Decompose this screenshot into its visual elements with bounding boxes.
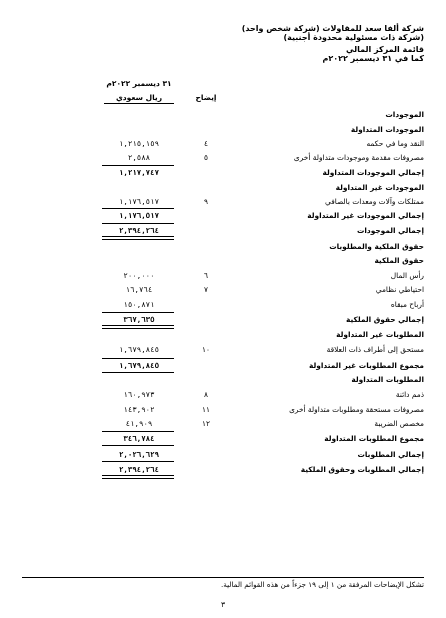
row-label: المطلوبات غير المتداولة <box>336 330 424 339</box>
subtotal-rule <box>102 445 174 446</box>
subtotal-rule <box>102 358 174 359</box>
row-note: ٤ <box>204 139 208 148</box>
row-amount: ٢,٥٨٨ <box>127 153 151 162</box>
row-label: مجموع المطلوبات غير المتداولة <box>309 361 424 370</box>
row-amount: ٢,٠٢٦,٦٢٩ <box>118 450 160 459</box>
company-type: (شركة ذات مسئولية محدودة أجنبية) <box>283 33 424 42</box>
statement-date: كما في ٣١ ديسمبر ٢٠٢٢م <box>322 54 424 63</box>
row-label: ذمم دائنة <box>395 390 424 399</box>
period-header: ٣١ ديسمبر ٢٠٢٢م <box>106 79 172 88</box>
row-note: ٩ <box>204 197 208 206</box>
page-number: ٣ <box>220 600 226 609</box>
row-label: المطلوبات المتداولة <box>351 375 424 384</box>
row-amount: ١,٢١٧,٧٤٧ <box>118 168 160 177</box>
row-note: ١٠ <box>202 345 210 354</box>
row-label: ممتلكات وآلات ومعدات بالصافي <box>325 197 424 206</box>
row-label: النقد وما في حكمه <box>366 139 424 148</box>
row-amount: ٢٠٠,٠٠٠ <box>123 271 155 280</box>
row-label: مجموع المطلوبات المتداولة <box>324 434 424 443</box>
row-amount: ١,٢١٥,١٥٩ <box>118 139 160 148</box>
row-label: إجمالي الموجودات غير المتداولة <box>307 211 424 220</box>
row-label: إجمالي المطلوبات وحقوق الملكية <box>300 465 424 474</box>
row-note: ١١ <box>202 405 210 414</box>
row-label: أرباح مبقاه <box>390 300 424 309</box>
subtotal-rule <box>102 372 174 373</box>
row-amount: ١,٦٧٩,٨٤٥ <box>118 361 160 370</box>
subtotal-rule <box>102 461 174 462</box>
row-label: حقوق الملكية والمطلوبات <box>329 242 424 251</box>
row-label: حقوق الملكية <box>374 256 424 265</box>
row-label: الموجودات غير المتداولة <box>335 183 424 192</box>
footer-note: تشكل الإيضاحات المرفقة من ١ إلى ١٩ جزءاً من هذه القوائم المالية. <box>22 577 424 589</box>
row-label: الموجودات المتداولة <box>350 125 424 134</box>
total-double-rule <box>102 325 174 329</box>
row-amount: ١٤٣,٩٠٢ <box>123 405 155 414</box>
row-label: إجمالي الموجودات المتداولة <box>322 168 424 177</box>
row-amount: ٢,٣٩٤,٢٦٤ <box>118 465 160 474</box>
row-label: احتياطي نظامي <box>375 285 424 294</box>
row-note: ٧ <box>204 285 208 294</box>
subtotal-rule <box>102 312 174 313</box>
row-amount: ٣٤٦,٧٨٤ <box>123 434 155 443</box>
row-amount: ١٦٠,٩٧٣ <box>123 390 155 399</box>
row-amount: ٢,٣٩٤,٢٦٤ <box>118 226 160 235</box>
subtotal-rule <box>102 431 174 432</box>
subtotal-rule <box>102 208 174 209</box>
row-amount: ٤١,٩٠٩ <box>125 419 153 428</box>
subtotal-rule <box>102 165 174 166</box>
statement-title: قائمة المركز المالي <box>346 45 424 54</box>
row-amount: ٣٦٧,٦٣٥ <box>123 315 155 324</box>
row-note: ٦ <box>204 271 208 280</box>
row-label: إجمالي حقوق الملكية <box>346 315 424 324</box>
note-header: إيضاح <box>195 93 217 102</box>
row-amount: ١,٦٧٩,٨٤٥ <box>118 345 160 354</box>
row-label: مصروفات مقدمة وموجودات متداولة أخرى <box>293 153 424 162</box>
row-amount: ١٦,٧٦٤ <box>125 285 153 294</box>
company-name: شركة ألفا سعد للمقاولات (شركة شخص واحد) <box>241 24 424 33</box>
row-note: ١٢ <box>202 419 210 428</box>
row-amount: ١,١٧٦,٥١٧ <box>118 197 160 206</box>
row-label: مخصص الضريبة <box>374 419 424 428</box>
total-double-rule <box>102 475 174 479</box>
row-note: ٥ <box>204 153 208 162</box>
total-double-rule <box>102 236 174 240</box>
row-label: مصروفات مستحقة ومطلوبات متداولة أخرى <box>289 405 424 414</box>
row-label: مستحق إلى أطراف ذات العلاقة <box>326 345 424 354</box>
row-label: إجمالي الموجودات <box>356 226 424 235</box>
currency-header: ريال سعودي <box>104 93 174 104</box>
row-amount: ١,١٧٦,٥١٧ <box>118 211 160 220</box>
row-label: رأس المال <box>390 271 424 280</box>
row-note: ٨ <box>204 390 208 399</box>
row-amount: ١٥٠,٨٧١ <box>123 300 155 309</box>
row-label: الموجودات <box>385 110 424 119</box>
subtotal-rule <box>102 223 174 224</box>
row-label: إجمالي المطلوبات <box>357 450 424 459</box>
